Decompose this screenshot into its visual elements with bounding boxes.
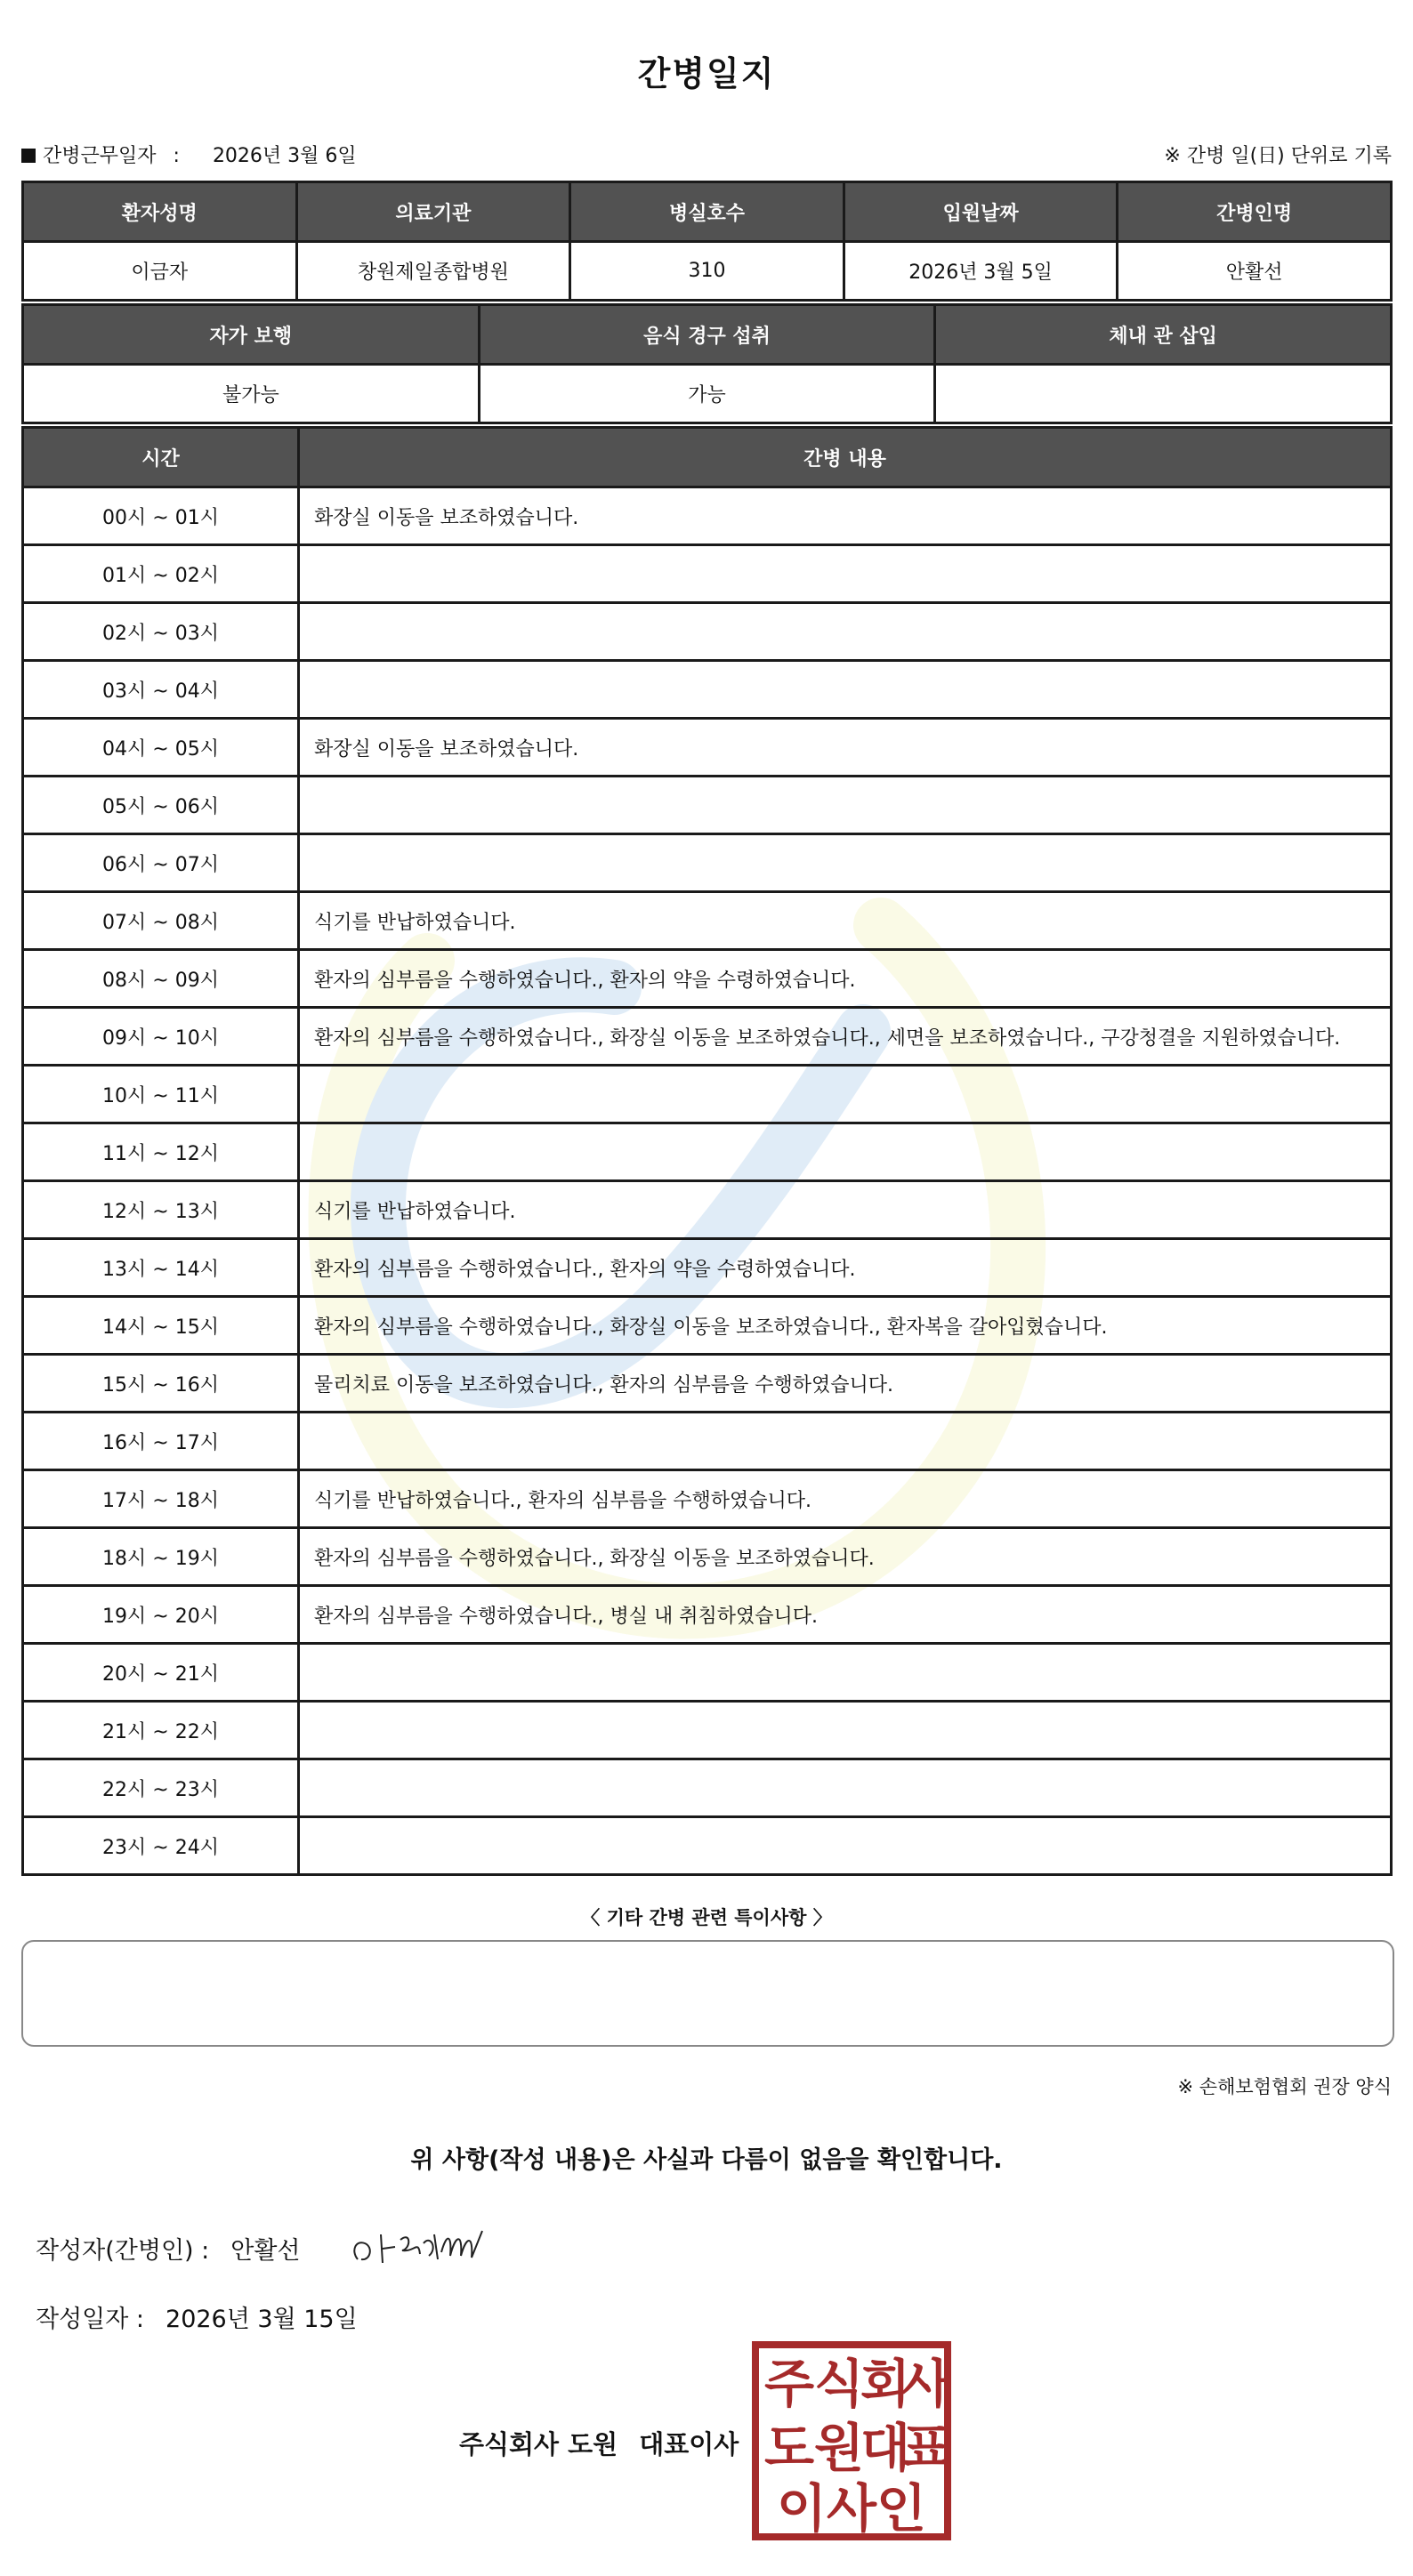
company-line [459,2425,739,2461]
writer-line [36,2231,301,2266]
care-log-row [23,777,1392,834]
patient-status-table [21,303,1393,424]
document-title: 간병일지 [637,54,776,93]
care-log-content: 식기를 반납하였습니다. [299,892,1392,950]
svg-text:사: 사 [826,2478,877,2539]
header-self-walking: 자가 보행 [23,305,480,365]
writer-name: 안활선 [230,2237,301,2265]
care-log-content [299,777,1392,834]
patient-name: 이금자 [23,242,297,301]
care-log-row [23,1008,1392,1066]
written-date-label: 작성일자 : [36,2306,145,2333]
patient-status-header-row [23,305,1392,365]
care-log-time: 07시 ~ 08시 [23,892,299,950]
care-log-content [299,1644,1392,1702]
care-log-row [23,1586,1392,1644]
care-log-row [23,1355,1392,1413]
care-log-row [23,1297,1392,1355]
care-log-time: 06시 ~ 07시 [23,834,299,892]
svg-text:인: 인 [876,2478,927,2539]
care-log-content [299,1123,1392,1181]
svg-text:도: 도 [763,2418,815,2478]
svg-text:원: 원 [813,2418,865,2478]
care-log-row [23,1470,1392,1528]
care-log-content: 환자의 심부름을 수행하였습니다., 병실 내 취침하였습니다. [299,1586,1392,1644]
care-log-time: 18시 ~ 19시 [23,1528,299,1586]
self-walking-value: 불가능 [23,365,480,423]
care-log-row [23,1413,1392,1470]
care-log-content: 환자의 심부름을 수행하였습니다., 환자의 약을 수령하였습니다. [299,1239,1392,1297]
svg-text:주: 주 [763,2354,815,2414]
admission-date: 2026년 3월 5일 [844,242,1118,301]
care-log-row [23,834,1392,892]
company-seal-stamp [752,2341,951,2540]
svg-text:회: 회 [860,2354,911,2414]
header-time: 시간 [23,428,299,487]
care-log-row [23,1066,1392,1123]
care-log-time: 17시 ~ 18시 [23,1470,299,1528]
care-log-content [299,603,1392,661]
care-log-content [299,545,1392,603]
care-log-content: 화장실 이동을 보조하였습니다. [299,487,1392,545]
care-log-time: 20시 ~ 21시 [23,1644,299,1702]
care-log-row [23,950,1392,1008]
care-log-content [299,1702,1392,1759]
recommendation-note: ※ 손해보험협회 권장 양식 [1177,2076,1392,2097]
care-log-row [23,1759,1392,1817]
care-log-content [299,1413,1392,1470]
header-care-content: 간병 내용 [299,428,1392,487]
header-admission-date: 입원날짜 [844,182,1118,242]
daily-record-note: ※ 간병 일(日) 단위로 기록 [1164,145,1392,167]
care-log-time: 19시 ~ 20시 [23,1586,299,1644]
care-log-content: 식기를 반납하였습니다. [299,1181,1392,1239]
care-log-content [299,834,1392,892]
confirmation-statement: 위 사항(작성 내용)은 사실과 다름이 없음을 확인합니다. [410,2146,1003,2174]
care-log-time: 03시 ~ 04시 [23,661,299,719]
care-log-content: 환자의 심부름을 수행하였습니다., 화장실 이동을 보조하였습니다., 세면을 보조하였습니다., 구강청결을 지원하였습니다. [299,1008,1392,1066]
writer-label: 작성자(간병인) : [36,2237,210,2265]
work-date-separator: : [173,145,180,167]
company-representative-title: 대표이사 [639,2429,739,2459]
handwritten-signature [349,2208,500,2279]
care-log-content: 환자의 심부름을 수행하였습니다., 화장실 이동을 보조하였습니다. [299,1528,1392,1586]
care-log-row [23,892,1392,950]
care-log-time: 04시 ~ 05시 [23,719,299,777]
care-log-content: 화장실 이동을 보조하였습니다. [299,719,1392,777]
header-caregiver-name: 간병인명 [1118,182,1392,242]
care-log-row [23,1123,1392,1181]
patient-info-header-row [23,182,1392,242]
care-log-content: 물리치료 이동을 보조하였습니다., 환자의 심부름을 수행하였습니다. [299,1355,1392,1413]
patient-info-table [21,181,1393,302]
care-log-time: 11시 ~ 12시 [23,1123,299,1181]
svg-text:대: 대 [860,2418,911,2478]
care-log-time: 10시 ~ 11시 [23,1066,299,1123]
written-date-value: 2026년 3월 15일 [166,2306,358,2333]
header-room-number: 병실호수 [570,182,844,242]
care-log-time: 16시 ~ 17시 [23,1413,299,1470]
care-log-row [23,603,1392,661]
svg-text:표: 표 [900,2418,951,2478]
care-log-content [299,661,1392,719]
tube-insertion-value [935,365,1392,423]
written-date-line [36,2299,358,2334]
care-log-content [299,1759,1392,1817]
remarks-box [21,1940,1394,2047]
care-log-time: 13시 ~ 14시 [23,1239,299,1297]
care-log-time: 05시 ~ 06시 [23,777,299,834]
care-log-time: 00시 ~ 01시 [23,487,299,545]
care-log-time: 23시 ~ 24시 [23,1817,299,1875]
caregiver-name: 안활선 [1118,242,1392,301]
remarks-title: 〈 기타 간병 관련 특이사항 〉 [581,1907,832,1928]
header-oral-intake: 음식 경구 섭취 [479,305,935,365]
care-log-time: 21시 ~ 22시 [23,1702,299,1759]
work-date-value: 2026년 3월 6일 [212,145,357,167]
care-log-row [23,1528,1392,1586]
care-log-row [23,487,1392,545]
care-log-content [299,1066,1392,1123]
care-log-row [23,1644,1392,1702]
svg-text:이: 이 [776,2478,828,2539]
care-log-table [21,426,1393,1876]
care-log-row [23,719,1392,777]
care-log-header-row [23,428,1392,487]
hospital-name: 창원제일종합병원 [296,242,570,301]
header-hospital: 의료기관 [296,182,570,242]
care-log-time: 14시 ~ 15시 [23,1297,299,1355]
header-tube-insertion: 체내 관 삽입 [935,305,1392,365]
care-log-time: 01시 ~ 02시 [23,545,299,603]
care-log-time: 15시 ~ 16시 [23,1355,299,1413]
svg-text:식: 식 [813,2354,865,2414]
header-patient-name: 환자성명 [23,182,297,242]
care-log-time: 09시 ~ 10시 [23,1008,299,1066]
care-log-time: 12시 ~ 13시 [23,1181,299,1239]
care-log-time: 02시 ~ 03시 [23,603,299,661]
patient-status-value-row [23,365,1392,423]
care-log-content: 환자의 심부름을 수행하였습니다., 화장실 이동을 보조하였습니다., 환자복을 갈아입혔습니다. [299,1297,1392,1355]
square-bullet-icon [21,149,36,163]
care-log-row [23,1239,1392,1297]
work-date-label: 간병근무일자 [43,145,157,167]
care-log-content: 환자의 심부름을 수행하였습니다., 환자의 약을 수령하였습니다. [299,950,1392,1008]
care-log-row [23,1702,1392,1759]
care-log-row [23,1181,1392,1239]
care-log-row [23,545,1392,603]
care-log-content [299,1817,1392,1875]
care-log-row [23,661,1392,719]
oral-intake-value: 가능 [479,365,935,423]
care-log-time: 08시 ~ 09시 [23,950,299,1008]
care-log-body [23,487,1392,1875]
care-log-row [23,1817,1392,1875]
work-date [21,141,357,168]
care-log-content: 식기를 반납하였습니다., 환자의 심부름을 수행하였습니다. [299,1470,1392,1528]
company-name: 주식회사 도원 [459,2429,618,2459]
care-log-time: 22시 ~ 23시 [23,1759,299,1817]
svg-text:사: 사 [900,2354,951,2414]
patient-info-value-row [23,242,1392,301]
room-number: 310 [570,242,844,301]
